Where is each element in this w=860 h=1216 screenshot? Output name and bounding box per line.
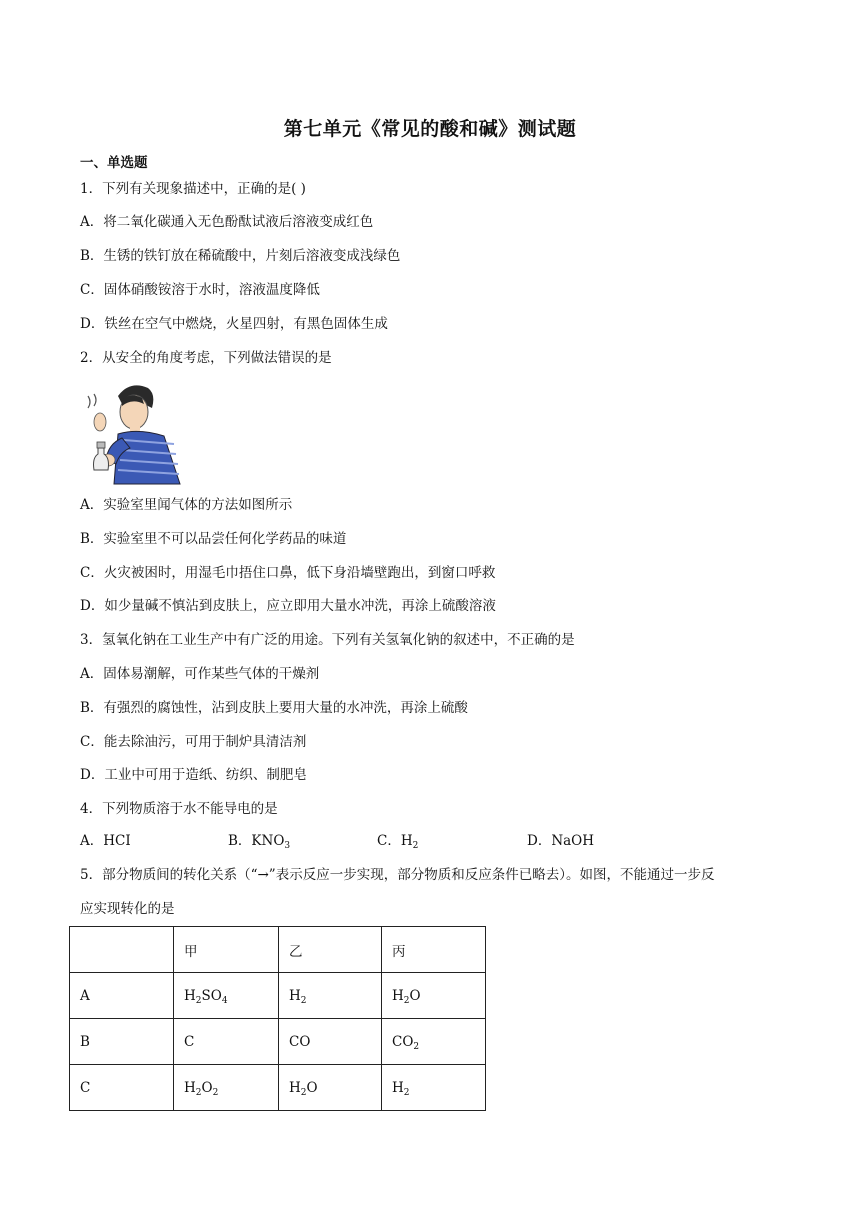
table-cell: $H_2$ [279, 973, 382, 1019]
table-header-row [70, 927, 486, 973]
row-label: A [70, 973, 174, 1019]
table-row [70, 1019, 486, 1065]
question-5-stem-line-2: 应实现转化的是 [80, 901, 175, 917]
table-cell: $H_2O$ [279, 1065, 382, 1111]
row-label: B [70, 1019, 174, 1065]
question-2-option-c: C．火灾被困时，用湿毛巾捂住口鼻，低下身沿墙壁跑出，到窗口呼救 [80, 565, 496, 581]
question-4-option-a: A．HCI [80, 833, 131, 849]
question-2-option-d: D．如少量碱不慎沾到皮肤上，应立即用大量水冲洗，再涂上硫酸溶液 [80, 598, 496, 614]
table-cell: $H_2$ [382, 1065, 486, 1111]
section-heading: 一、单选题 [80, 155, 148, 171]
question-2-stem: 2．从安全的角度考虑，下列做法错误的是 [80, 350, 332, 366]
table-header-cell: 甲 [174, 927, 279, 973]
question-1-option-c: C．固体硝酸铵溶于水时，溶液温度降低 [80, 282, 320, 298]
row-label: C [70, 1065, 174, 1111]
question-1-option-d: D．铁丝在空气中燃烧，火星四射，有黑色固体生成 [80, 316, 388, 332]
table-cell: $H_2O_2$ [174, 1065, 279, 1111]
conversion-table [69, 926, 486, 1111]
table-cell: C [174, 1019, 279, 1065]
table-cell: $H_2SO_4$ [174, 973, 279, 1019]
table-row [70, 1065, 486, 1111]
question-3-stem: 3．氢氧化钠在工业生产中有广泛的用途。下列有关氢氧化钠的叙述中，不正确的是 [80, 632, 575, 648]
question-3-option-b: B．有强烈的腐蚀性，沾到皮肤上要用大量的水冲洗，再涂上硫酸 [80, 700, 468, 716]
table-header-cell: 丙 [382, 927, 486, 973]
question-4-option-c: C．$H_2$ [377, 833, 419, 851]
question-2-option-a: A．实验室里闻气体的方法如图所示 [80, 497, 293, 513]
question-1-option-b: B．生锈的铁钉放在稀硫酸中，片刻后溶液变成浅绿色 [80, 248, 401, 264]
question-4-stem: 4．下列物质溶于水不能导电的是 [80, 801, 278, 817]
table-row [70, 973, 486, 1019]
question-3-option-d: D．工业中可用于造纸、纺织、制肥皂 [80, 767, 307, 783]
question-5-stem-line-1: 5．部分物质间的转化关系（“→”表示反应一步实现，部分物质和反应条件已略去）。如图，不能通过一步反 [80, 867, 715, 883]
question-3-option-a: A．固体易潮解，可作某些气体的干燥剂 [80, 666, 320, 682]
question-4-option-b: B．$KNO_3$ [228, 833, 291, 851]
question-4-option-d: D．NaOH [527, 833, 595, 849]
question-3-option-c: C．能去除油污，可用于制炉具清洁剂 [80, 734, 307, 750]
table-header-cell [70, 927, 174, 973]
table-header-cell: 乙 [279, 927, 382, 973]
student-smelling-gas-icon [78, 378, 186, 486]
question-1-option-a: A．将二氧化碳通入无色酚酞试液后溶液变成红色 [80, 214, 374, 230]
table-cell: $H_2O$ [382, 973, 486, 1019]
table-cell: $CO_2$ [382, 1019, 486, 1065]
page-title: 第七单元《常见的酸和碱》测试题 [283, 118, 577, 140]
table-cell: CO [279, 1019, 382, 1065]
question-2-option-b: B．实验室里不可以品尝任何化学药品的味道 [80, 531, 347, 547]
question-1-stem: 1．下列有关现象描述中，正确的是( ) [80, 181, 306, 197]
